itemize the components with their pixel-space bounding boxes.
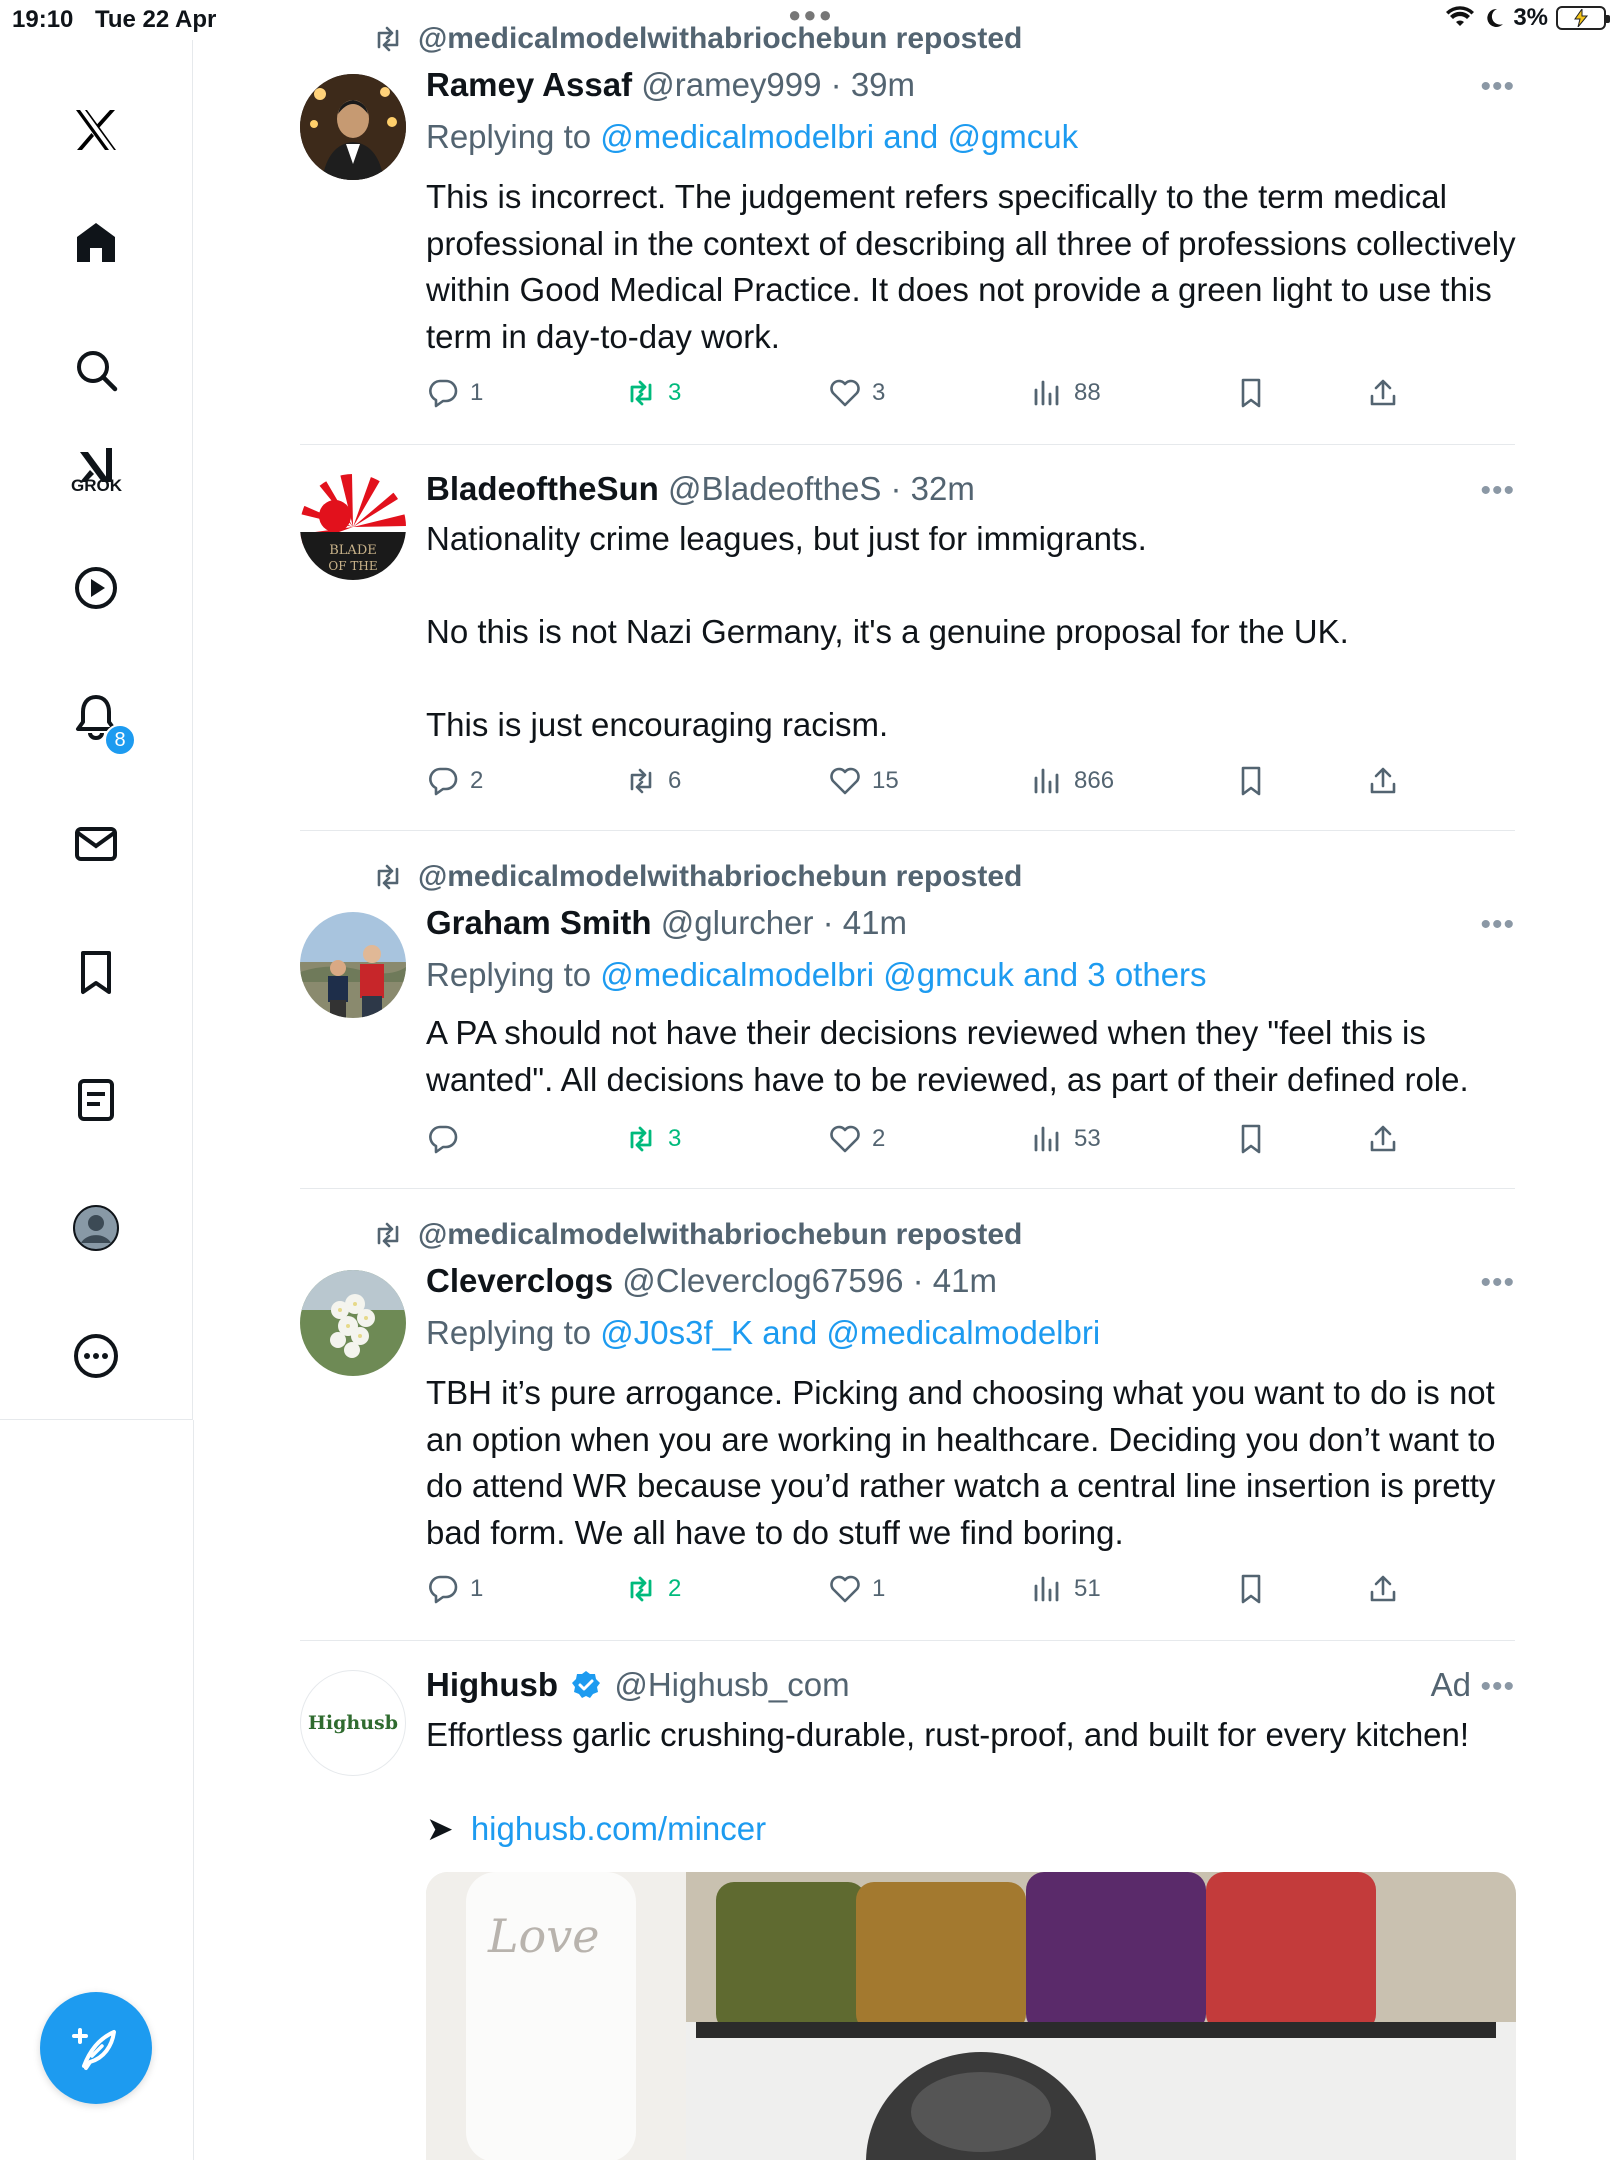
tweet-text: TBH it’s pure arrogance. Picking and choosing what you want to do is not an option when you are working in healthcare. Deciding you don’t want to do attend WR because you’d rather watch a central line insertion is pretty bad form. We all have to do stuff we find boring.	[426, 1374, 1496, 1551]
share-icon	[1366, 376, 1400, 410]
tweet-header	[426, 904, 907, 942]
reply-button[interactable]	[426, 376, 483, 410]
ad-image-text: Love	[488, 1909, 600, 1963]
share-button[interactable]	[1366, 1122, 1400, 1156]
heart-icon	[828, 764, 862, 798]
like-count: 15	[872, 767, 899, 794]
repost-icon	[372, 1219, 404, 1251]
more-icon[interactable]	[58, 1318, 134, 1394]
view-count: 51	[1074, 1575, 1101, 1602]
repost-icon	[372, 861, 404, 893]
repost-button[interactable]	[624, 1122, 681, 1156]
more-options-icon[interactable]: •••	[1480, 908, 1515, 941]
tweet[interactable]	[300, 1190, 1515, 1640]
ad-label: Ad	[1430, 1666, 1471, 1703]
ad-media-image[interactable]	[426, 1872, 1516, 2160]
share-button[interactable]	[1366, 376, 1400, 410]
repost-count: 6	[668, 767, 682, 794]
status-time: 19:10	[12, 6, 74, 33]
bookmark-icon	[1234, 1122, 1268, 1156]
reply-icon	[426, 1572, 460, 1606]
avatar-brand-text: Highusb	[307, 1712, 399, 1734]
author-handle[interactable]: @Highusb_com	[614, 1666, 850, 1703]
svg-text:BLADE: BLADE	[329, 543, 377, 558]
like-count: 3	[872, 379, 886, 406]
profile-icon[interactable]	[58, 1190, 134, 1266]
like-button[interactable]	[828, 376, 885, 410]
compose-feather-icon	[68, 2020, 124, 2076]
author-handle[interactable]: @Cleverclog67596	[622, 1262, 904, 1299]
views-button[interactable]	[1030, 764, 1114, 798]
multitask-dots-icon[interactable]: ●●●	[788, 2, 834, 27]
author-handle[interactable]: @glurcher	[660, 904, 814, 941]
tweet-header	[426, 470, 975, 508]
reply-prefix: Replying to	[426, 956, 592, 993]
repost-context	[372, 1218, 1022, 1252]
bookmark-button[interactable]	[1234, 1122, 1268, 1156]
tweet-divider	[300, 830, 1515, 831]
views-button[interactable]	[1030, 1122, 1101, 1156]
video-icon[interactable]	[58, 550, 134, 626]
tweet-header	[426, 1262, 997, 1300]
reply-icon	[426, 764, 460, 798]
tweet-time[interactable]: 41m	[932, 1262, 997, 1299]
heart-icon	[828, 1122, 862, 1156]
avatar[interactable]	[300, 912, 406, 1018]
repost-label: @medicalmodelwithabriochebun reposted	[418, 1218, 1023, 1251]
tweet-text-line: This is just encouraging racism.	[426, 706, 889, 743]
bookmark-icon	[1234, 764, 1268, 798]
tweet-text-line: Nationality crime leagues, but just for immigrants.	[426, 520, 1147, 557]
tweet-text-line: No this is not Nazi Germany, it's a genuine proposal for the UK.	[426, 613, 1349, 650]
repost-icon	[624, 1572, 658, 1606]
reply-count: 2	[470, 767, 484, 794]
avatar[interactable]	[300, 474, 406, 580]
share-icon	[1366, 764, 1400, 798]
view-count: 88	[1074, 379, 1101, 406]
tweet-text: This is incorrect. The judgement refers specifically to the term medical professional in the context of describing all three of professions collectively within Good Medical Practice. It does not provide a green light to use this term in day-to-day work.	[426, 178, 1516, 355]
tweet[interactable]	[300, 0, 1515, 444]
tweet[interactable]	[300, 446, 1515, 830]
bookmarks-icon[interactable]	[58, 934, 134, 1010]
reply-context	[426, 1314, 1100, 1352]
repost-context	[372, 860, 1022, 894]
reply-mentions[interactable]: @medicalmodelbri @gmcuk and 3 others	[600, 956, 1207, 993]
tweet-actions	[426, 376, 1516, 416]
view-count: 866	[1074, 767, 1115, 794]
verified-badge-icon	[571, 1670, 601, 1700]
notification-badge: 8	[104, 724, 136, 756]
bookmark-button[interactable]	[1234, 376, 1268, 410]
author-handle[interactable]: @BladeoftheS	[668, 470, 882, 507]
separator-dot: ·	[813, 904, 843, 941]
ad-link[interactable]: highusb.com/mincer	[470, 1810, 767, 1847]
more-options-icon[interactable]: •••	[1480, 1266, 1515, 1299]
compose-button[interactable]	[40, 1992, 152, 2104]
reply-icon	[426, 1122, 460, 1156]
author-handle[interactable]: @ramey999	[641, 66, 822, 103]
reply-context	[426, 118, 1078, 156]
messages-icon[interactable]	[58, 806, 134, 882]
repost-button[interactable]	[624, 764, 681, 798]
tweet-header	[426, 66, 915, 104]
grok-label[interactable]: GROK	[71, 476, 122, 495]
repost-icon	[372, 23, 404, 55]
author-name[interactable]: Cleverclogs	[426, 1262, 614, 1299]
avatar[interactable]	[300, 74, 406, 180]
tweet-actions	[426, 1122, 1516, 1162]
share-button[interactable]	[1366, 764, 1400, 798]
reply-context	[426, 956, 1207, 994]
like-count: 1	[872, 1575, 886, 1602]
more-options-icon[interactable]: •••	[1480, 474, 1515, 507]
link-arrow-icon: ➤	[426, 1810, 454, 1847]
views-icon	[1030, 1572, 1064, 1606]
view-count: 53	[1074, 1125, 1101, 1152]
tweet-divider	[300, 444, 1515, 445]
separator-dot: ·	[903, 1262, 933, 1299]
ad-link-row	[426, 1806, 1516, 1853]
repost-icon	[624, 376, 658, 410]
more-options-icon[interactable]: •••	[1480, 1670, 1515, 1703]
bookmark-button[interactable]	[1234, 1572, 1268, 1606]
battery-percent: 3%	[1513, 4, 1548, 31]
repost-label: @medicalmodelwithabriochebun reposted	[418, 860, 1023, 893]
status-date: Tue 22 Apr	[95, 6, 217, 33]
views-button[interactable]	[1030, 1572, 1101, 1606]
separator-dot: ·	[821, 66, 851, 103]
tweet-actions	[426, 1572, 1516, 1612]
sidebar	[0, 40, 193, 1420]
tweet-text: Effortless garlic crushing-durable, rust-proof, and built for every kitchen!	[426, 1716, 1470, 1753]
more-options-icon[interactable]: •••	[1480, 70, 1515, 103]
tweet-time[interactable]: 41m	[842, 904, 907, 941]
heart-icon	[828, 1572, 862, 1606]
tweet-header	[426, 1666, 850, 1704]
svg-text:OF THE: OF THE	[328, 559, 378, 573]
reply-count: 1	[470, 379, 484, 406]
views-icon	[1030, 1122, 1064, 1156]
reply-mentions[interactable]: @J0s3f_K and @medicalmodelbri	[600, 1314, 1101, 1351]
repost-context	[372, 22, 1022, 56]
author-name[interactable]: BladeoftheSun	[426, 470, 659, 507]
repost-count: 3	[668, 1125, 682, 1152]
share-button[interactable]	[1366, 1572, 1400, 1606]
reply-button[interactable]	[426, 764, 483, 798]
reply-count: 1	[470, 1575, 484, 1602]
views-icon	[1030, 764, 1064, 798]
repost-count: 3	[668, 379, 682, 406]
reply-button[interactable]	[426, 1572, 483, 1606]
repost-button[interactable]	[624, 1572, 681, 1606]
author-name[interactable]: Graham Smith	[426, 904, 652, 941]
bookmark-icon	[1234, 376, 1268, 410]
sidebar-border	[193, 1420, 194, 2160]
repost-icon	[624, 1122, 658, 1156]
tweet-time[interactable]: 39m	[850, 66, 916, 103]
tweet-actions	[426, 764, 1516, 804]
like-button[interactable]	[828, 764, 899, 798]
like-button[interactable]	[828, 1572, 885, 1606]
bookmark-icon	[1234, 1572, 1268, 1606]
home-icon[interactable]	[58, 204, 134, 280]
tweet-text: A PA should not have their decisions reviewed when they "feel this is wanted". All decisions have to be reviewed, as part of their defined role.	[426, 1014, 1469, 1098]
separator-dot: ·	[881, 470, 911, 507]
lists-icon[interactable]	[58, 1062, 134, 1138]
bookmark-button[interactable]	[1234, 764, 1268, 798]
like-button[interactable]	[828, 1122, 885, 1156]
share-icon	[1366, 1122, 1400, 1156]
tweet-divider	[300, 1640, 1515, 1641]
repost-label: @medicalmodelwithabriochebun reposted	[418, 22, 1023, 55]
battery-icon	[1556, 6, 1606, 30]
avatar[interactable]	[300, 1670, 406, 1776]
x-logo-icon[interactable]	[58, 92, 134, 168]
tweet[interactable]	[300, 832, 1515, 1188]
views-icon	[1030, 376, 1064, 410]
reply-prefix: Replying to	[426, 1314, 592, 1351]
tweet-time[interactable]: 32m	[910, 470, 975, 507]
repost-icon	[624, 764, 658, 798]
views-button[interactable]	[1030, 376, 1101, 410]
tweet-divider	[300, 1188, 1515, 1189]
search-icon[interactable]	[58, 332, 134, 408]
repost-count: 2	[668, 1575, 682, 1602]
author-name[interactable]: Ramey Assaf	[426, 66, 633, 103]
repost-button[interactable]	[624, 376, 681, 410]
author-name[interactable]: Highusb	[426, 1666, 558, 1703]
reply-button[interactable]	[426, 1122, 470, 1156]
like-count: 2	[872, 1125, 886, 1152]
reply-icon	[426, 376, 460, 410]
reply-mentions[interactable]: @medicalmodelbri and @gmcuk	[600, 118, 1079, 155]
heart-icon	[828, 376, 862, 410]
reply-prefix: Replying to	[426, 118, 592, 155]
share-icon	[1366, 1572, 1400, 1606]
avatar[interactable]	[300, 1270, 406, 1376]
